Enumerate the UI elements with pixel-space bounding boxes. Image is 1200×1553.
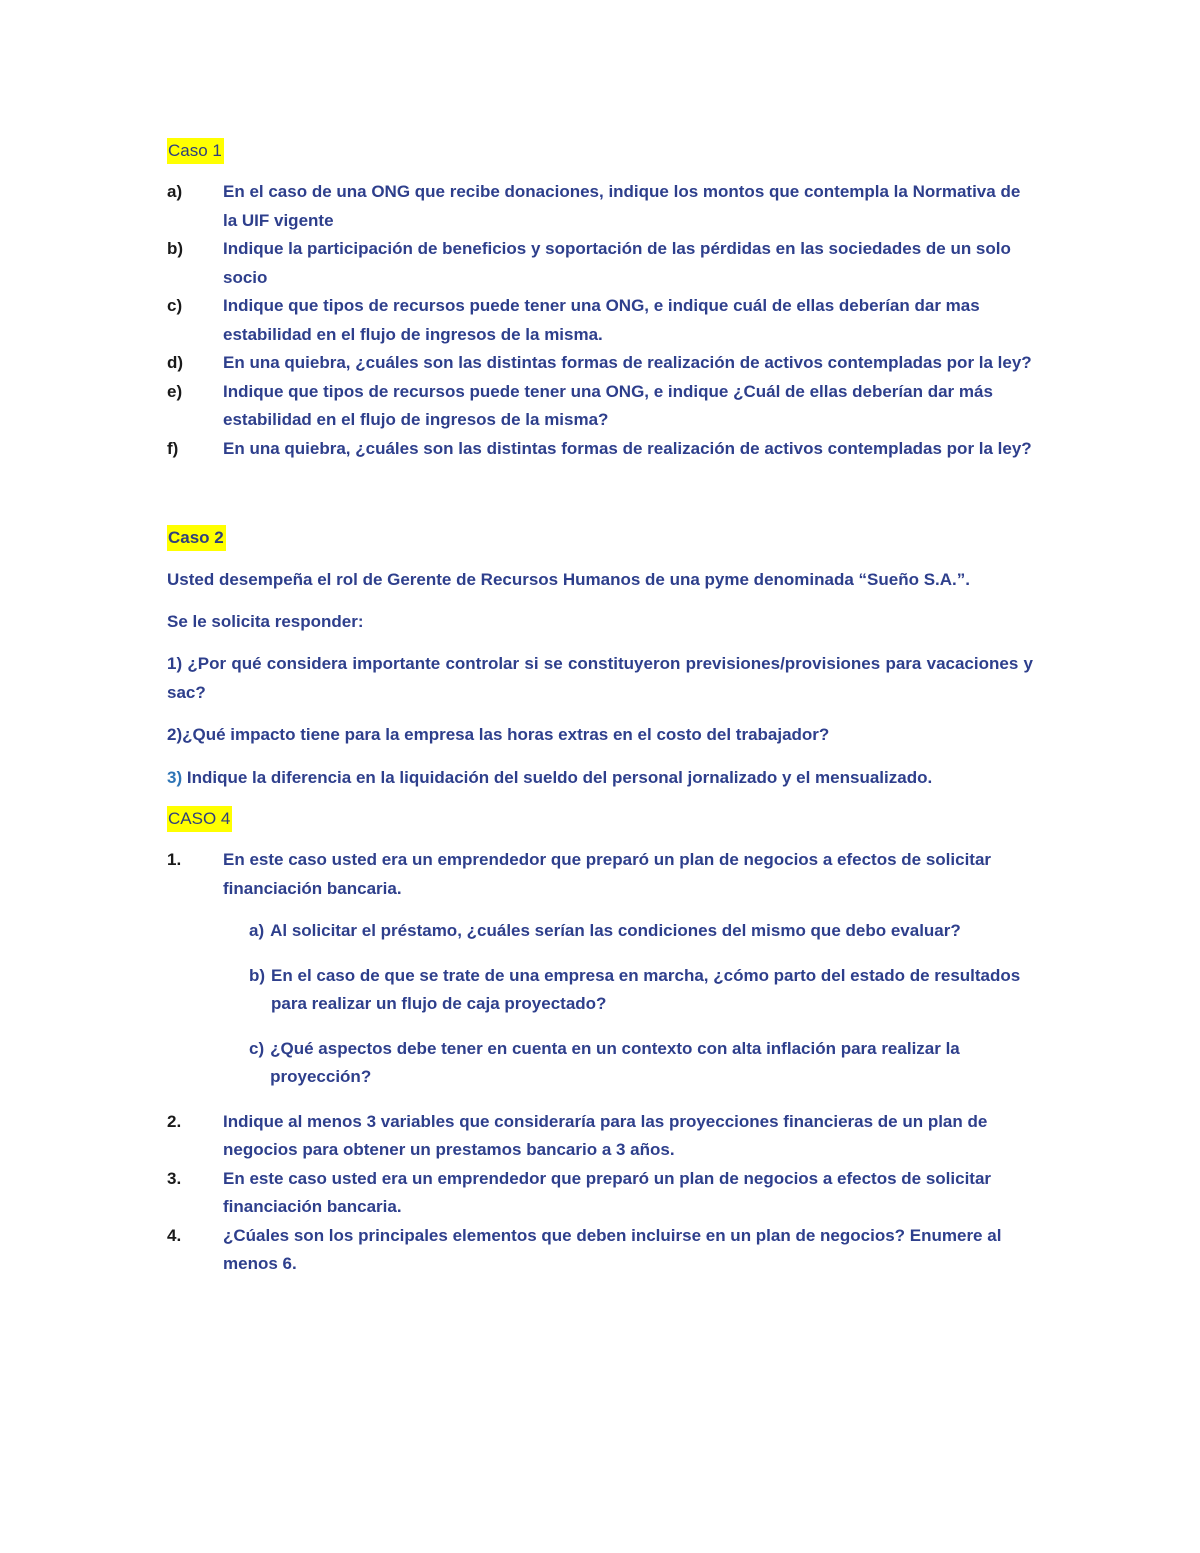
list-item <box>167 1108 1033 1165</box>
sub-list-marker: a) <box>249 921 265 940</box>
list-marker: d) <box>167 353 184 372</box>
list-item <box>167 349 1033 378</box>
sub-list-text: Al solicitar el préstamo, ¿cuáles serían las condiciones del mismo que debo evaluar? <box>270 921 961 940</box>
list-marker: 3. <box>167 1168 182 1188</box>
caso2-heading: Caso 2 <box>167 525 226 551</box>
list-text: En este caso usted era un emprendedor que preparó un plan de negocios a efectos de solicitar financiación bancaria. <box>223 850 992 898</box>
caso2-question <box>167 650 1033 707</box>
list-item <box>167 178 1033 235</box>
list-item <box>167 1165 1033 1222</box>
question-text: Indique la diferencia en la liquidación del sueldo del personal jornalizado y el mensualizado. <box>186 767 933 787</box>
list-text: En el caso de una ONG que recibe donaciones, indique los montos que contempla la Normativa de la UIF vigente <box>223 182 1021 230</box>
list-item <box>167 292 1033 349</box>
caso4-heading: CASO 4 <box>167 806 232 832</box>
list-marker: e) <box>167 381 183 401</box>
list-text: ¿Cúales son los principales elementos que deben incluirse en un plan de negocios? Enumere al menos 6. <box>223 1225 1002 1273</box>
question-number: 3) <box>167 767 183 787</box>
sub-list-item <box>249 917 1033 946</box>
caso2-prompt: Se le solicita responder: <box>167 611 364 631</box>
sub-list-item <box>249 1035 1033 1092</box>
sub-list-marker: b) <box>249 965 266 985</box>
sub-list-item <box>249 962 1033 1019</box>
question-text: ¿Qué impacto tiene para la empresa las horas extras en el costo del trabajador? <box>182 725 830 744</box>
list-text: Indique que tipos de recursos puede tener una ONG, e indique cuál de ellas deberían dar mas estabilidad en el flujo de ingresos de la misma. <box>223 296 980 344</box>
caso2-question <box>167 764 1033 793</box>
sub-list-text: En el caso de que se trate de una empresa en marcha, ¿cómo parto del estado de resultados para realizar un flujo de caja proyectado? <box>271 965 1021 1013</box>
question-number: 2) <box>167 725 183 744</box>
caso2-section <box>167 525 1033 792</box>
question-number: 1) <box>167 654 183 673</box>
sub-list-text: ¿Qué aspectos debe tener en cuenta en un contexto con alta inflación para realizar la proyección? <box>270 1038 960 1086</box>
list-text: En una quiebra, ¿cuáles son las distintas formas de realización de activos contempladas por la ley? <box>223 353 1032 372</box>
caso4-section <box>167 806 1033 1279</box>
sub-list-marker: c) <box>249 1038 265 1058</box>
list-text: En este caso usted era un emprendedor que preparó un plan de negocios a efectos de solicitar financiación bancaria. <box>223 1168 992 1216</box>
caso2-question <box>167 721 1033 750</box>
list-marker: 1. <box>167 850 182 869</box>
list-marker: f) <box>167 438 179 458</box>
caso1-heading: Caso 1 <box>167 138 224 164</box>
list-item <box>167 1222 1033 1279</box>
list-text: En una quiebra, ¿cuáles son las distintas formas de realización de activos contempladas por la ley? <box>223 438 1032 458</box>
list-item <box>167 846 1033 903</box>
list-text: Indique que tipos de recursos puede tener una ONG, e indique ¿Cuál de ellas deberían dar más estabilidad en el flujo de ingresos de la misma? <box>223 381 993 429</box>
list-item <box>167 378 1033 435</box>
list-text: Indique la participación de beneficios y soportación de las pérdidas en las sociedades de un solo socio <box>223 239 1011 287</box>
list-marker: 4. <box>167 1225 182 1245</box>
list-marker: c) <box>167 296 183 315</box>
list-marker: a) <box>167 182 183 201</box>
list-marker: 2. <box>167 1111 182 1131</box>
list-item <box>167 435 1033 464</box>
caso2-intro: Usted desempeña el rol de Gerente de Recursos Humanos de una pyme denominada “Sueño S.A.”. <box>167 570 970 589</box>
document-page <box>167 138 1033 1279</box>
list-item <box>167 235 1033 292</box>
caso1-section <box>167 138 1033 463</box>
list-marker: b) <box>167 239 184 258</box>
question-text: ¿Por qué considera importante controlar si se constituyeron previsiones/provisiones para vacaciones y sac? <box>167 654 1033 702</box>
list-text: Indique al menos 3 variables que consideraría para las proyecciones financieras de un plan de negocios para obtener un prestamos bancario a 3 años. <box>223 1111 988 1159</box>
